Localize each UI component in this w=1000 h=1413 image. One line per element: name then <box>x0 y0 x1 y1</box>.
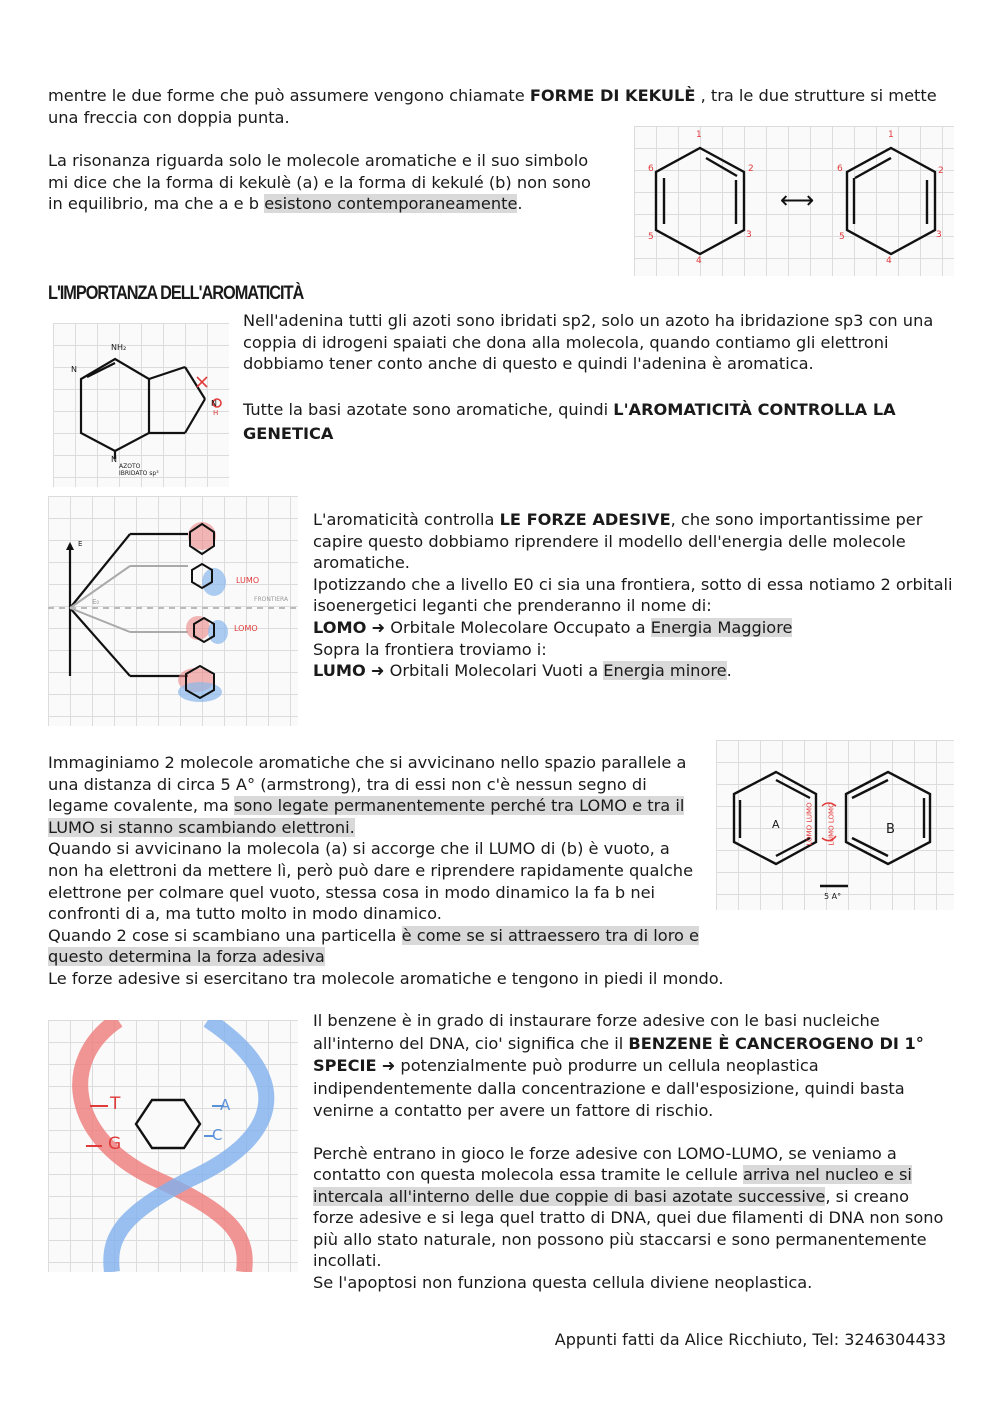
adenina-n-right: N <box>211 399 217 408</box>
intro-paragraph <box>48 85 948 128</box>
immaginiamo-text-block <box>48 752 778 990</box>
lumo-value: Orbitali Molecolari Vuoti a <box>384 661 604 681</box>
kekule-left-label-4: 4 <box>696 256 702 266</box>
lomo-lumo-label-1: LOMO LUMO <box>805 802 814 846</box>
adenina-n-left: N <box>71 365 77 374</box>
kekule-right-label-5: 5 <box>839 232 845 242</box>
distance-label: 5 A° <box>824 892 842 901</box>
dna-base-c: C <box>212 1126 223 1144</box>
page-footer: Appunti fatti da Alice Ricchiuto, Tel: 3246304433 <box>554 1330 946 1349</box>
section-title: L'IMPORTANZA DELL'AROMATICITÀ <box>48 283 304 304</box>
lomo-lumo-label-2: LUMO LOMO <box>827 802 836 846</box>
intro-text-c: , tra le due strutture si mette una freccia con doppia punta. <box>48 86 937 127</box>
forze-paragraph-1 <box>313 509 953 574</box>
benzene-b2-highlight: arriva nel nucleo e si intercala all'interno delle due coppie di basi azotate successive <box>313 1165 912 1206</box>
kekule-left-label-2: 2 <box>748 164 754 174</box>
energy-axis-label: E <box>78 540 83 548</box>
adenina-paragraph-1: Nell'adenina tutti gli azoti sono ibridati sp2, solo un azoto ha ibridazione sp3 con una coppia di idrogeni spaiati che dona alla molecola, quando contiamo gli elettroni dobbiamo tener conto anche di questo e quindi l'adenina è aromatica. <box>243 311 934 374</box>
lomo-arrow-icon: ➜ <box>371 617 386 637</box>
forze-l1-a: L'aromaticità controlla <box>313 510 500 529</box>
dna-base-t: T <box>110 1094 121 1114</box>
adenina-n-bottom: N <box>111 455 117 464</box>
adenina-paragraph-2 <box>243 398 943 446</box>
intro-text-a: mentre le due forme che può assumere vengono chiamate <box>48 86 530 105</box>
forze-text-block <box>313 509 953 682</box>
immaginiamo-a1: Immaginiamo 2 molecole aromatiche che si avvicinano nello spazio parallele a una distanza di circa 5 A° (armstrong), tra di essi non c'è nessun segno di legame covalente, ma <box>48 753 687 816</box>
benzene-paragraph-1 <box>313 1010 953 1123</box>
immaginiamo-paragraph-2: Quando si avvicinano la molecola (a) si accorge che il LUMO di (b) è vuoto, a non ha elettroni da mettere lì, però può dare e riprendere rapidamente qualche elettrone per colmare quel vuoto, stessa cosa in modo dinamico la fa b nei confronti di a, ma tutto molto in modo dinamico. <box>48 839 694 924</box>
kekule-right-label-6: 6 <box>837 164 843 174</box>
kekule-left-label-3: 3 <box>746 230 752 240</box>
energy-lumo-label: LUMO <box>236 576 260 585</box>
kekule-right-label-2: 2 <box>938 166 944 176</box>
kekule-right-label-4: 4 <box>886 256 892 266</box>
lumo-arrow-icon: ➜ <box>370 661 385 681</box>
kekule-arrow: ⟷ <box>780 186 815 214</box>
immaginiamo-a1-highlight: sono legate permanentemente perché tra LOMO e tra il LUMO si stanno scambiando elettroni. <box>48 796 685 837</box>
kekule-left-label-1: 1 <box>696 130 702 140</box>
benzene-paragraph-3: Se l'apoptosi non funziona questa cellula diviene neoplastica. <box>313 1273 813 1293</box>
kekule-left-label-5: 5 <box>648 232 654 242</box>
benzene-text-block <box>313 1010 953 1294</box>
adenina-p2-text: Tutte la basi azotate sono aromatiche, quindi <box>243 400 614 419</box>
benzene-b2-a: Perchè entrano in gioco le forze adesive con LOMO-LUMO, se veniamo a contatto con questa molecola essa tramite le cellule <box>313 1143 897 1185</box>
kekule-right-label-3: 3 <box>936 230 942 240</box>
immaginiamo-a3: Quando 2 cose si scambiano una particella <box>48 925 402 945</box>
benzene-arrow-icon: ➜ <box>381 1056 396 1075</box>
dna-drawing <box>48 1020 298 1272</box>
adenina-note: AZOTO IBRIDATO sp³ <box>119 463 159 477</box>
molecule-b-label: B <box>886 822 895 837</box>
forze-paragraph-2: Ipotizzando che a livello E0 ci sia una frontiera, sotto di essa notiamo 2 orbitali isoenergetici leganti che prenderanno il nome di: <box>313 574 953 616</box>
energy-frontiera-label: FRONTIERA <box>254 596 289 603</box>
kekule-left-ring <box>656 148 744 254</box>
energy-diagram <box>48 496 298 726</box>
lumo-end: . <box>726 661 732 681</box>
lomo-key: LOMO <box>313 617 367 637</box>
benzene-b1-c: potenzialmente può produrre un cellula neoplastica indipendentemente dalla concentrazione e dall'esposizione, quindi basta venirne a contatto per avere un fattore di rischio. <box>313 1056 905 1120</box>
kekule-left-label-6: 6 <box>648 164 654 174</box>
adenina-h: H <box>213 409 219 417</box>
dna-figure <box>48 1020 298 1272</box>
kekule-right-label-1: 1 <box>888 130 894 140</box>
forze-paragraph-3: Sopra la frontiera troviamo i: <box>313 639 547 659</box>
intro-text-bold: FORME DI KEKULÈ <box>529 86 696 105</box>
kekule-figure <box>634 126 954 276</box>
lomo-value: Orbitale Molecolare Occupato a <box>385 617 651 637</box>
energy-diagram-figure <box>48 496 298 726</box>
lumo-highlight: Energia minore <box>603 661 727 681</box>
benzene-b1-a: Il benzene è in grado di instaurare forze adesive con le basi nucleiche all'interno del DNA, cio' significa che il <box>313 1011 880 1053</box>
immaginiamo-paragraph-3 <box>48 925 703 968</box>
energy-lomo-label: LOMO <box>234 624 258 633</box>
lomo-highlight: Energia Maggiore <box>650 617 793 637</box>
forze-l1-bold: LE FORZE ADESIVE <box>499 510 671 529</box>
immaginiamo-paragraph-1 <box>48 752 703 838</box>
adenina-p2-bold: L'AROMATICITÀ CONTROLLA LA GENETICA <box>243 400 896 443</box>
risonanza-end: . <box>517 194 523 214</box>
lomo-definition <box>313 617 953 639</box>
benzene-paragraph-2 <box>313 1143 953 1273</box>
dna-base-a: A <box>220 1096 231 1114</box>
risonanza-text: La risonanza riguarda solo le molecole aromatiche e il suo simbolo mi dice che la forma di kekulè (a) e la forma di kekulé (b) non sono in equilibrio, ma che a e b <box>48 151 591 214</box>
benzene-b1-bold: BENZENE È CANCEROGENO DI 1° SPECIE <box>313 1033 924 1075</box>
immaginiamo-paragraph-4: Le forze adesive si esercitano tra molecole aromatiche e tengono in piedi il mondo. <box>48 968 724 988</box>
lumo-key: LUMO <box>313 661 366 681</box>
forze-l1-c: , che sono importantissime per capire questo dobbiamo riprendere il modello dell'energia delle molecole aromatiche. <box>313 510 923 573</box>
benzene-b2-c: , si creano forze adesive e si lega quel tratto di DNA, quei due filamenti di DNA non sono più allo stato naturale, non possono più staccarsi e sono permanentemente incollati. <box>313 1186 944 1271</box>
adenina-figure <box>53 323 229 487</box>
molecule-a-label: A <box>772 818 780 831</box>
risonanza-paragraph <box>48 150 608 215</box>
kekule-right-ring <box>847 148 935 254</box>
energy-e0-label: E₀ <box>92 598 100 606</box>
adenina-nh2: NH₂ <box>111 343 127 352</box>
immaginiamo-a3-highlight: è come se si attraessero tra di loro e questo determina la forza adesiva <box>48 925 700 967</box>
risonanza-highlight: esistono contemporaneamente <box>264 194 518 214</box>
dna-base-g: G <box>108 1134 122 1154</box>
lumo-definition <box>313 660 953 682</box>
